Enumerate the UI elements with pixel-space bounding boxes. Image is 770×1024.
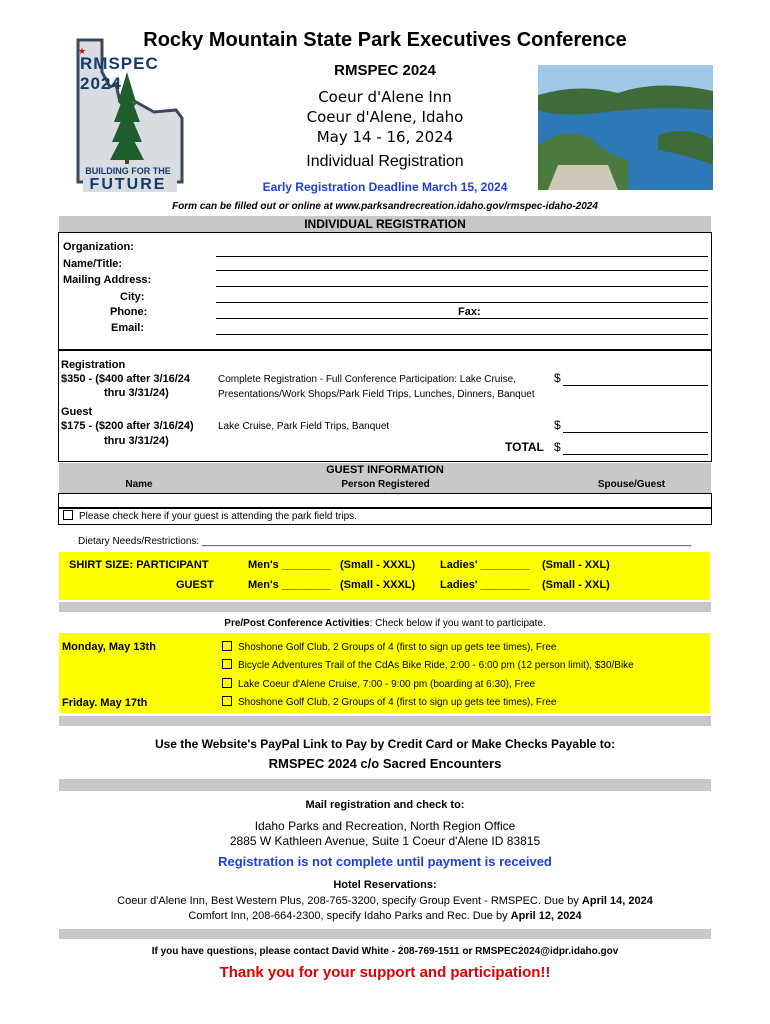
monday-label: Monday, May 13th [62, 641, 156, 653]
guest-col-name: Name [59, 477, 219, 493]
shirt-guest-ladies[interactable]: Ladies' ________ [440, 579, 530, 591]
payment-warning: Registration is not complete until payment is received [218, 854, 552, 869]
activities-heading-rest: : Check below if you want to participate. [369, 618, 546, 629]
guest-field-trip-checkbox[interactable] [63, 510, 357, 522]
divider [59, 929, 711, 939]
guest-dollar: $ [554, 418, 561, 432]
activity-label: Lake Coeur d'Alene Cruise, 7:00 - 9:00 pm (boarding at 6:30), Free [238, 679, 536, 690]
activity-golf-friday[interactable] [222, 696, 557, 708]
guest-thru: thru 3/31/24) [104, 435, 169, 447]
name-title-field[interactable] [216, 270, 708, 271]
hotel-line-2-date: April 12, 2024 [510, 910, 582, 922]
registration-amount-field[interactable] [563, 385, 708, 386]
mailing-address-label: Mailing Address: [63, 274, 152, 286]
checkbox-icon [63, 510, 73, 520]
svg-text:★: ★ [78, 46, 87, 56]
guest-price: $175 - ($200 after 3/16/24) [61, 420, 194, 432]
hotel-line-2 [0, 910, 770, 922]
activities-heading [0, 618, 770, 629]
registration-label: Registration [61, 359, 126, 371]
activities-heading-bold: Pre/Post Conference Activities [224, 618, 370, 629]
individual-heading: INDIVIDUAL REGISTRATION [59, 216, 711, 232]
email-label: Email: [111, 322, 145, 334]
shirt-guest-mens-sizes: (Small - XXXL) [340, 579, 416, 591]
activity-golf-monday[interactable] [222, 641, 557, 653]
dietary-field[interactable]: Dietary Needs/Restrictions: ________________________________________________________________________________________ [78, 536, 692, 547]
guest-description: Lake Cruise, Park Field Trips, Banquet [218, 421, 390, 432]
phone-field[interactable] [216, 318, 708, 319]
shirt-participant-mens[interactable]: Men's ________ [248, 559, 331, 571]
organization-label: Organization: [63, 241, 134, 253]
total-dollar: $ [554, 440, 561, 454]
friday-label: Friday. May 17th [62, 697, 148, 709]
divider [59, 779, 711, 791]
activity-label: Bicycle Adventures Trail of the CdAs Bike Ride, 2:00 - 6:00 pm (12 person limit), $30/Bike [238, 660, 634, 671]
hotel-line-1 [0, 895, 770, 907]
divider [59, 716, 711, 726]
logo-bottom-text2: FUTURE [89, 176, 167, 193]
guest-col-spouse: Spouse/Guest [552, 477, 711, 493]
shirt-participant-mens-sizes: (Small - XXXL) [340, 559, 416, 571]
logo-bottom-text1: BUILDING FOR THE [85, 166, 171, 176]
total-label: TOTAL [505, 440, 544, 454]
activity-label: Shoshone Golf Club, 2 Groups of 4 (first to sign up gets tee times), Free [238, 642, 557, 653]
activity-lake-cruise[interactable] [222, 678, 535, 690]
registration-description-1: Complete Registration - Full Conference Participation: Lake Cruise, [218, 374, 516, 385]
venue-city: Coeur d'Alene, Idaho [306, 108, 464, 126]
shirt-participant-ladies-sizes: (Small - XXL) [542, 559, 610, 571]
divider [59, 602, 711, 612]
contact-info: If you have questions, please contact David White - 208-769-1511 or RMSPEC2024@idpr.idaho.gov [151, 946, 619, 957]
thank-you: Thank you for your support and participation!! [219, 964, 551, 981]
guest-amount-field[interactable] [563, 432, 708, 433]
activity-label: Shoshone Golf Club, 2 Groups of 4 (first to sign up gets tee times), Free [238, 697, 557, 708]
event-code: RMSPEC 2024 [334, 62, 436, 79]
page-title: Rocky Mountain State Park Executives Conference [143, 29, 627, 51]
checkbox-icon [222, 678, 232, 688]
email-field[interactable] [216, 334, 708, 335]
event-dates: May 14 - 16, 2024 [316, 128, 454, 146]
total-amount-field[interactable] [563, 454, 708, 455]
mail-heading: Mail registration and check to: [305, 799, 465, 811]
mailing-address-field[interactable] [216, 286, 708, 287]
activity-bike-ride[interactable] [222, 659, 634, 671]
payment-payee: RMSPEC 2024 c/o Sacred Encounters [268, 756, 502, 771]
shirt-guest-label: GUEST [176, 579, 214, 591]
registration-dollar: $ [554, 371, 561, 385]
checkbox-icon [222, 659, 232, 669]
guest-col-person: Person Registered [219, 477, 552, 493]
organization-field[interactable] [216, 256, 708, 257]
guest-info-heading: GUEST INFORMATION [59, 463, 711, 477]
hotel-line-2-text: Comfort Inn, 208-664-2300, specify Idaho Parks and Rec. Due by [188, 910, 511, 922]
phone-label: Phone: [110, 306, 148, 318]
shirt-guest-mens[interactable]: Men's ________ [248, 579, 331, 591]
hotel-line-1-date: April 14, 2024 [581, 895, 653, 907]
registration-description-2: Presentations/Work Shops/Park Field Trips, Lunches, Dinners, Banquet [218, 389, 535, 400]
name-title-label: Name/Title: [63, 258, 123, 270]
registration-deadline: Early Registration Deadline March 15, 2024 [262, 180, 508, 194]
online-note: Form can be filled out or online at www.parksandrecreation.idaho.gov/rmspec-idaho-2024 [172, 201, 598, 212]
shirt-participant-label: SHIRT SIZE: PARTICIPANT [69, 559, 209, 571]
registration-thru: thru 3/31/24) [104, 387, 169, 399]
shirt-participant-ladies[interactable]: Ladies' ________ [440, 559, 530, 571]
guest-label: Guest [61, 406, 93, 418]
hotel-heading: Hotel Reservations: [333, 879, 437, 891]
individual-box [58, 232, 712, 350]
logo-top-text: RMSPEC 2024 [80, 54, 159, 93]
registration-price: $350 - ($400 after 3/16/24 [61, 373, 191, 385]
guest-field-trip-note: Please check here if your guest is attending the park field trips. [79, 511, 357, 522]
fax-label: Fax: [458, 306, 481, 318]
city-label: City: [120, 291, 145, 303]
city-field[interactable] [216, 302, 708, 303]
checkbox-icon [222, 641, 232, 651]
shirt-guest-ladies-sizes: (Small - XXL) [542, 579, 610, 591]
checkbox-icon [222, 696, 232, 706]
mail-office: Idaho Parks and Recreation, North Region Office [254, 819, 516, 833]
venue-name: Coeur d'Alene Inn [318, 88, 452, 106]
hotel-line-1-text: Coeur d'Alene Inn, Best Western Plus, 208-765-3200, specify Group Event - RMSPEC. Due by [117, 895, 582, 907]
mail-address: 2885 W Kathleen Avenue, Suite 1 Coeur d'Alene ID 83815 [229, 834, 541, 848]
payment-instructions: Use the Website's PayPal Link to Pay by Credit Card or Make Checks Payable to: [154, 737, 616, 751]
form-type: Individual Registration [306, 153, 464, 170]
